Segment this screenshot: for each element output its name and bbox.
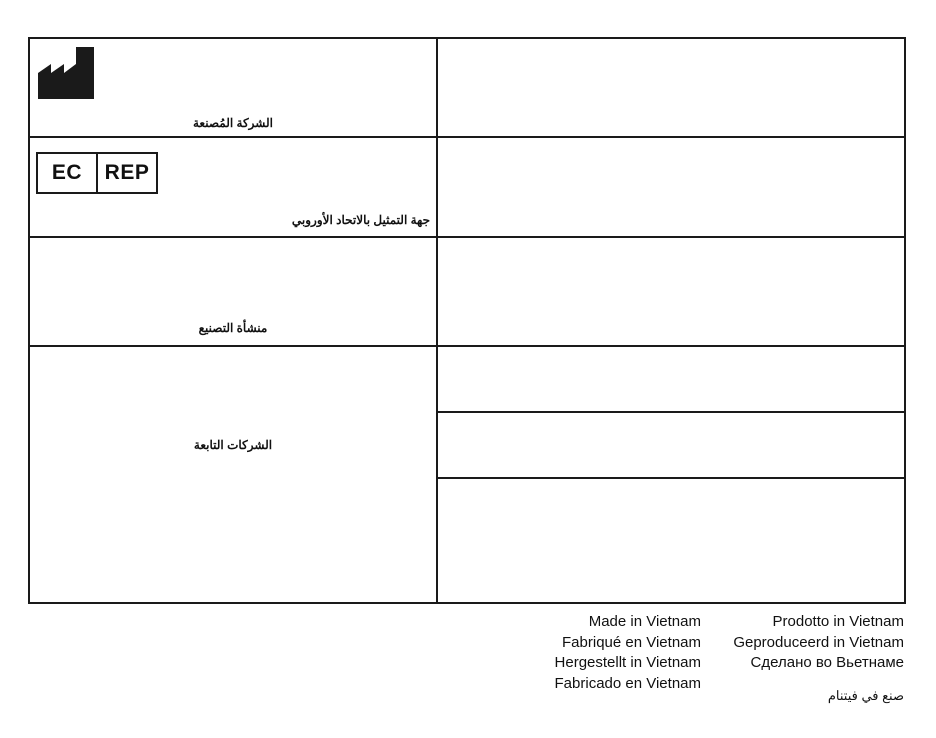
- made-in-it: Prodotto in Vietnam: [772, 613, 904, 630]
- row-divider: [30, 136, 904, 138]
- made-in-column-right: [733, 612, 904, 674]
- affiliates-label: الشركات التابعة: [193, 438, 273, 452]
- made-in-mk: Сделано во Вьетнаме: [750, 654, 904, 671]
- made-in-ar: صنع في فيتنام: [827, 688, 904, 703]
- made-in-column-left: [555, 612, 701, 694]
- label-table: [28, 37, 906, 604]
- row-divider: [30, 236, 904, 238]
- made-in-de: Hergestellt in Vietnam: [554, 654, 701, 671]
- right-subdivider: [438, 477, 904, 479]
- row-divider: [30, 345, 904, 347]
- ec-rep-symbol-right: REP: [104, 161, 150, 184]
- eu-representative-label: جهة التمثيل بالاتحاد الأوروبي: [291, 213, 430, 227]
- column-divider: [436, 39, 438, 602]
- made-in-nl: Geproduceerd in Vietnam: [733, 633, 904, 651]
- ec-rep-symbol: [36, 152, 158, 194]
- manufacturing-facility-label: منشأة التصنيع: [198, 321, 268, 335]
- manufacturer-label: الشركة المُصنعة: [193, 116, 273, 130]
- right-subdivider: [438, 411, 904, 413]
- ec-rep-symbol-left: EC: [38, 154, 98, 192]
- made-in-en: Made in Vietnam: [588, 613, 701, 630]
- made-in-es: Fabricado en Vietnam: [554, 674, 701, 692]
- manufacturer-icon: [38, 47, 94, 99]
- made-in-fr: Fabriqué en Vietnam: [562, 633, 701, 651]
